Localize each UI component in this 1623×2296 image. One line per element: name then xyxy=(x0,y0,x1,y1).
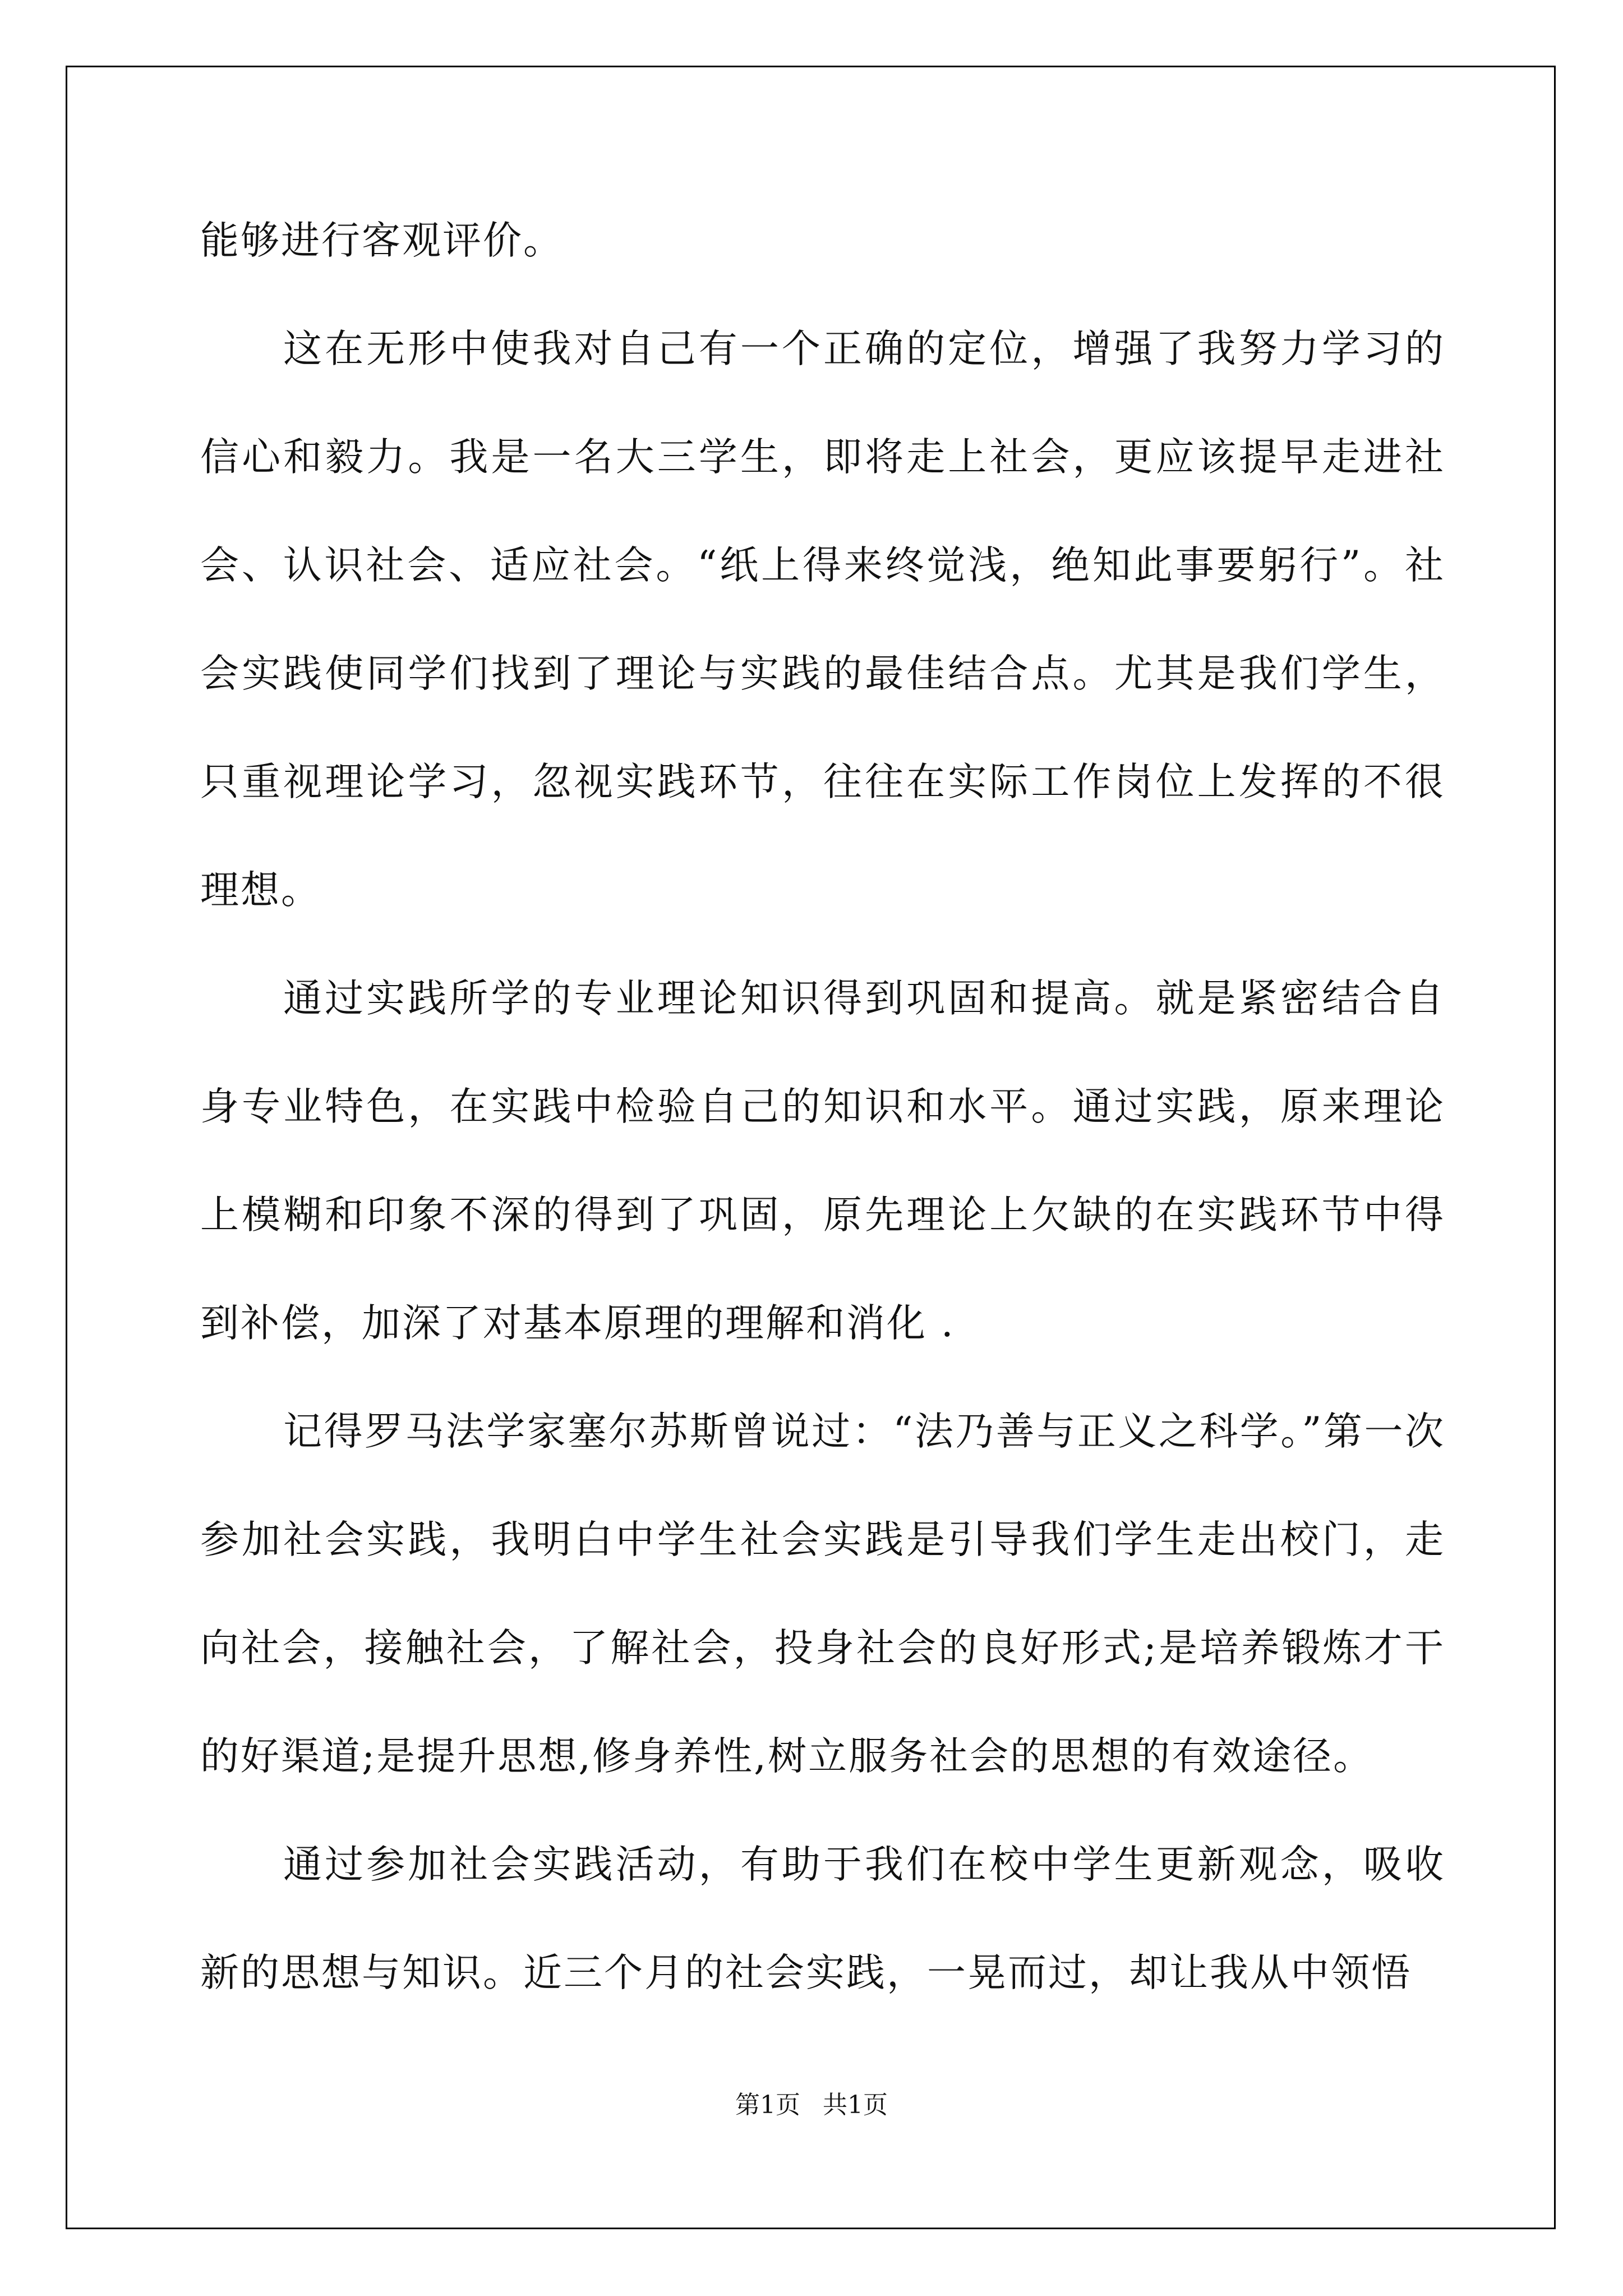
paragraph: 这在无形中使我对自己有一个正确的定位，增强了我努力学习的信心和毅力。我是一名大三学生，即将走上社会，更应该提早走进社会、认识社会、适应社会。“纸上得来终觉浅，绝知此事要躬行”。社会实践使同学们找到了理论与实践的最佳结合点。尤其是我们学生，只重视理论学习，忽视实践环节，往往在实际工作岗位上发挥的不很理想。 xyxy=(200,326,1445,913)
paragraph: 通过实践所学的专业理论知识得到巩固和提高。就是紧密结合自身专业特色，在实践中检验自己的知识和水平。通过实践，原来理论上模糊和印象不深的得到了巩固，原先理论上欠缺的在实践环节中得到补偿，加深了对基本原理的理解和消化 . xyxy=(200,976,1445,1346)
paragraph: 通过参加社会实践活动，有助于我们在校中学生更新观念，吸收新的思想与知识。近三个月的社会实践，一晃而过，却让我从中领悟 xyxy=(200,1842,1445,1995)
document-body xyxy=(200,187,1445,2027)
page-total: 共1页 xyxy=(823,2091,888,2119)
paragraph: 记得罗马法学家塞尔苏斯曾说过：“法乃善与正义之科学。”第一次参加社会实践，我明白中学生社会实践是引导我们学生走出校门，走向社会，接触社会，了解社会，投身社会的良好形式;是培养锻炼才干的好渠道;是提升思想,修身养性,树立服务社会的思想的有效途径。 xyxy=(200,1409,1445,1779)
page-number: 第1页 xyxy=(735,2091,800,2119)
paragraph: 能够进行客观评价。 xyxy=(200,218,564,263)
page-footer xyxy=(0,2085,1623,2120)
